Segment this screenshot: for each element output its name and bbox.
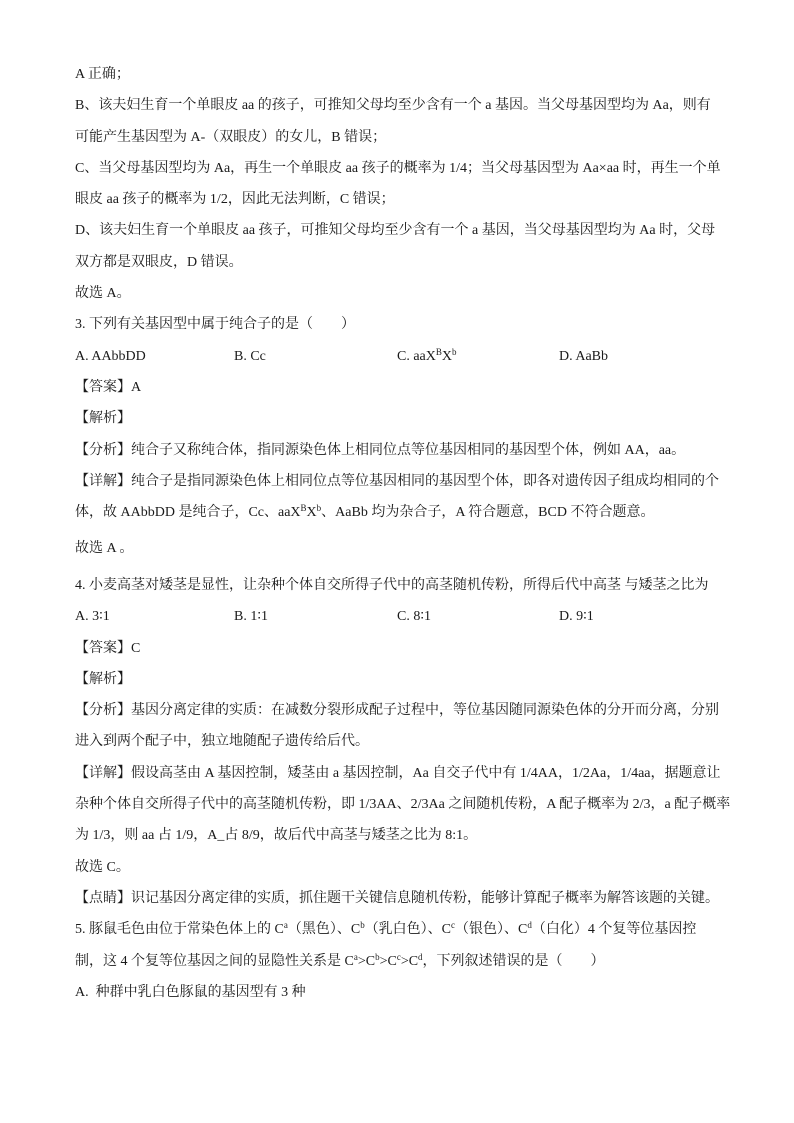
q4-option-b: B. 1∶1 [234,609,268,625]
q2-option-c-explanation-line-1: C、当父母基因型均为 Aa，再生一个单眼皮 aa 孩子的概率为 1/4；当父母基因型为 Aa×aa 时，再生一个单 [75,160,721,176]
q5-stem-line-2 [75,946,775,977]
q5-stem-text: >C [357,953,376,969]
q5-stem-superscript: a [283,920,288,931]
q4-option-c: C. 8∶1 [397,609,431,625]
q4-conclusion: 故选 C。 [75,859,130,875]
q5-stem-superscript: d [527,920,532,931]
q5-stem-text: （白化）4 个复等位基因控 [531,922,697,938]
q5-stem-text: 5. 豚鼠毛色由位于常染色体上的 C [75,922,284,938]
q4-key-point: 【点睛】识记基因分离定律的实质，抓住题干关键信息随机传粉，能够计算配子概率为解答该题的关键。 [75,890,719,906]
q5-option-a: A. 种群中乳白色豚鼠的基因型有 3 种 [75,984,306,1000]
q4-detail-line-1: 【详解】假设高茎由 A 基因控制，矮茎由 a 基因控制，Aa 自交子代中有 1/4AA，1/2Aa，1/4aa，据题意让 [75,765,721,781]
q5-stem-text: ，下列叙述错误的是（ ） [422,953,605,969]
q2-option-a-explanation: A 正确； [75,67,130,82]
q5-stem-superscript: c [451,920,456,931]
q5-stem-superscript: b [375,951,380,962]
q3-detail-superscript: b [316,503,322,514]
q5-stem-line-1 [75,914,775,945]
q5-stem-text: >C [379,953,397,969]
q5-stem-text: 制，这 4 个复等位基因之间的显隐性关系是 C [75,953,354,969]
q5-stem-superscript: b [360,920,365,931]
q5-stem-text: >C [400,953,419,969]
q5-stem-text: （黑色）、C [287,922,361,938]
q4-option-a: A. 3∶1 [75,609,110,625]
q4-option-d: D. 9∶1 [559,609,594,625]
q4-answer: 【答案】C [75,640,141,656]
q3-detail-text: X [306,505,317,521]
q3-stem: 3. 下列有关基因型中属于纯合子的是（ ） [75,317,355,333]
q5-stem-superscript: a [353,951,358,962]
q4-detail-line-2: 杂种个体自交所得子代中的高茎随机传粉，即 1/3AA、2/3Aa 之间随机传粉，A 配子概率为 2/3，a 配子概率 [75,797,731,813]
q3-option-a: A. AAbbDD [75,348,146,364]
q4-stem: 4. 小麦高茎对矮茎是显性，让杂种个体自交所得子代中的高茎随机传粉，所得后代中高茎 与矮茎之比为 [75,577,709,593]
q3-option-c-superscript: B [435,346,442,357]
q3-option-c-text: C. aaX [397,348,436,364]
q2-option-b-explanation-line-2: 可能产生基因型为 A-（双眼皮）的女儿，B 错误； [75,129,387,145]
q5-stem-superscript: c [396,951,401,962]
q5-stem-text: （银色）、C [455,922,528,938]
q3-option-c [397,341,559,372]
q3-detail-superscript: B [300,503,307,514]
q3-detail-line-2 [75,497,775,528]
q5-stem-text: （乳白色）、C [364,922,452,938]
q2-option-d-explanation-line-1: D、该夫妇生育一个单眼皮 aa 孩子，可推知父母均至少含有一个 a 基因，当父母基因型均为 Aa 时，父母 [75,223,716,239]
q4-analysis-line-1: 【分析】基因分离定律的实质：在减数分裂形成配子过程中，等位基因随同源染色体的分开而分离，分别 [75,703,719,719]
q3-analysis: 【分析】纯合子又称纯合体，指同源染色体上相同位点等位基因相同的基因型个体，例如 AA，aa。 [75,442,686,458]
q3-analysis-heading: 【解析】 [75,411,131,427]
q3-option-c-superscript: b [452,346,457,357]
q2-option-d-explanation-line-2: 双方都是双眼皮，D 错误。 [75,254,243,270]
q4-analysis-line-2: 进入到两个配子中，独立地随配子遗传给后代。 [75,734,369,750]
q3-option-c-text: X [441,348,453,364]
q3-detail-text: 、AaBb 均为杂合子，A 符合题意，BCD 不符合题意。 [321,505,655,521]
q3-detail-text: 体，故 AAbbDD 是纯合子，Cc、aaX [75,505,301,521]
q5-stem-superscript: d [418,951,423,962]
q4-options [75,601,775,632]
q3-conclusion: 故选 A 。 [75,540,134,556]
q2-conclusion: 故选 A。 [75,286,131,302]
q3-options [75,341,775,372]
q3-option-d: D. AaBb [559,348,608,364]
q2-option-c-explanation-line-2: 眼皮 aa 孩子的概率为 1/2，因此无法判断，C 错误； [75,192,395,208]
q2-option-b-explanation-line-1: B、该夫妇生育一个单眼皮 aa 的孩子，可推知父母均至少含有一个 a 基因。当父母基因型均为 Aa，则有 [75,98,711,114]
q4-detail-line-3: 为 1/3，则 aa 占 1/9，A_占 8/9，故后代中高茎与矮茎之比为 8:1。 [75,828,478,844]
q3-detail-line-1: 【详解】纯合子是指同源染色体上相同位点等位基因相同的基因型个体，即各对遗传因子组成均相同的个 [75,473,719,489]
q4-analysis-heading: 【解析】 [75,671,131,687]
q3-answer: 【答案】A [75,379,142,395]
q3-option-b: B. Cc [234,348,266,364]
